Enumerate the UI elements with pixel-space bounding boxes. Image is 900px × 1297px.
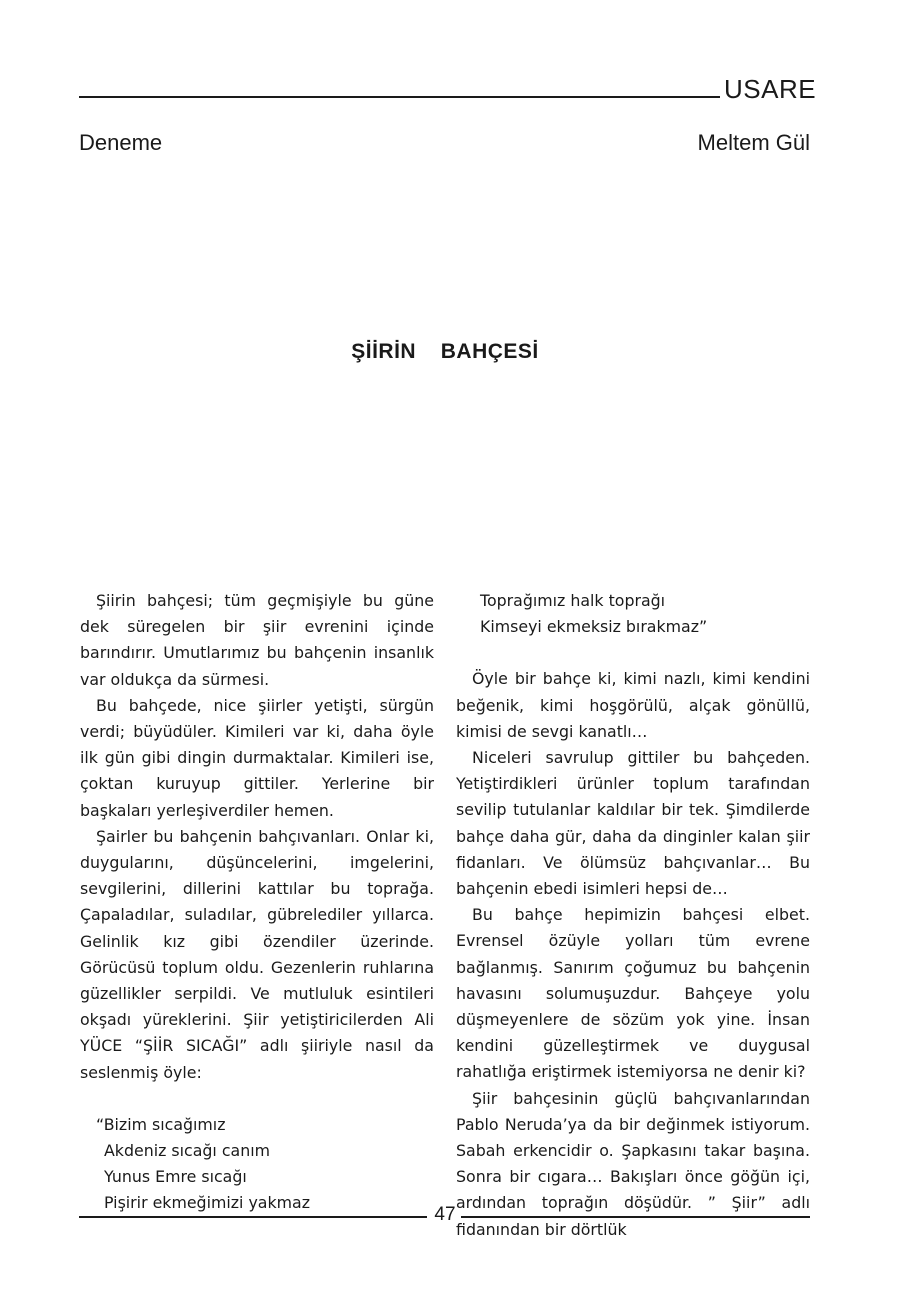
- left-column: [80, 588, 434, 1217]
- verse-line: Akdeniz sıcağı canım: [104, 1141, 270, 1161]
- paragraph: Niceleri savrulup gittiler bu bahçeden. Yetiştirdikleri ürünler toplum tarafından sevilip tutulanlar kaldılar bir tek. Şimdilerde bahçe daha gür, daha da dinginler kalan şiir fidanları. Ve ölümsüz bahçıvanlar… Bu bahçenin ebedi isimleri hepsi de…: [456, 748, 810, 899]
- paragraph: Şiir bahçesinin güçlü bahçıvanlarından Pablo Neruda’ya da bir değinmek istiyorum. Sabah erkencidir o. Şapkasını takar başına. Sonra bir cıgara… Bakışları önce göğün içi, ardından toprağın döşüdür. ” Şiir” adlı fidanından bir dörtlük: [456, 1088, 810, 1239]
- section-label: Deneme: [79, 130, 163, 155]
- magazine-name: USARE: [724, 74, 817, 104]
- paragraph: Bu bahçede, nice şiirler yetişti, sürgün verdi; büyüdüler. Kimileri var ki, daha öyle ilk gün gibi dingin durmaktalar. Kimileri ise, çoktan kuruyup gittiler. Yerlerine bir başkaları yerleşiverdiler hemen.: [80, 695, 434, 820]
- paragraph: Şairler bu bahçenin bahçıvanları. Onlar ki, duygularını, düşüncelerini, imgelerini, sevgilerini, dillerini kattılar bu toprağa. Çapaladılar, suladılar, gübrelediler yıllarca. Gelinlik kız gibi özendiler üzerinde. Görücüsü toplum oldu. Gezenlerin ruhlarına güzellikler serpildi. Ve mutluluk esintileri okşadı yüreklerini. Şiir yetiştiricilerden Ali YÜCE “ŞİİR SICAĞI” adlı şiiriyle nasıl da seslenmiş öyle:: [80, 826, 434, 1082]
- verse-line: “Bizim sıcağımız: [96, 1114, 226, 1134]
- verse-line: Pişirir ekmeğimizi yakmaz: [104, 1193, 310, 1213]
- verse-line: Yunus Emre sıcağı: [104, 1167, 247, 1187]
- paragraph: Öyle bir bahçe ki, kimi nazlı, kimi kendini beğenik, kimi hoşgörülü, alçak gönüllü, kimisi de sevgi kanatlı…: [456, 669, 810, 741]
- verse-line: Toprağımız halk toprağı: [480, 591, 666, 610]
- poem-quote-continued: [456, 588, 810, 640]
- verse-line: Kimseyi ekmeksiz bırakmaz”: [480, 617, 708, 637]
- article-title: ŞİİRİN BAHÇESİ: [351, 340, 539, 363]
- page-number: 47: [434, 1204, 456, 1225]
- paragraph: Bu bahçe hepimizin bahçesi elbet. Evrensel özüyle yolları tüm evrene bağlanmış. Sanırım çoğumuz bu bahçenin havasını solumuşuzdur. Bahçeye yolu düşmeyenlere de sözüm yok yine. İnsan kendini güzelleştirmek ve duygusal rahatlığa eriştirmek istemiyorsa ne denir ki?: [456, 905, 810, 1082]
- header-rule: [79, 96, 720, 98]
- paragraph: Şiirin bahçesi; tüm geçmişiyle bu güne dek süregelen bir şiir evrenini içinde barındırır. Umutlarımız bu bahçenin insanlık var oldukça da sürmesi.: [80, 591, 434, 689]
- author-name: Meltem Gül: [697, 130, 810, 155]
- right-column: [456, 588, 810, 1243]
- poem-quote: [80, 1112, 434, 1217]
